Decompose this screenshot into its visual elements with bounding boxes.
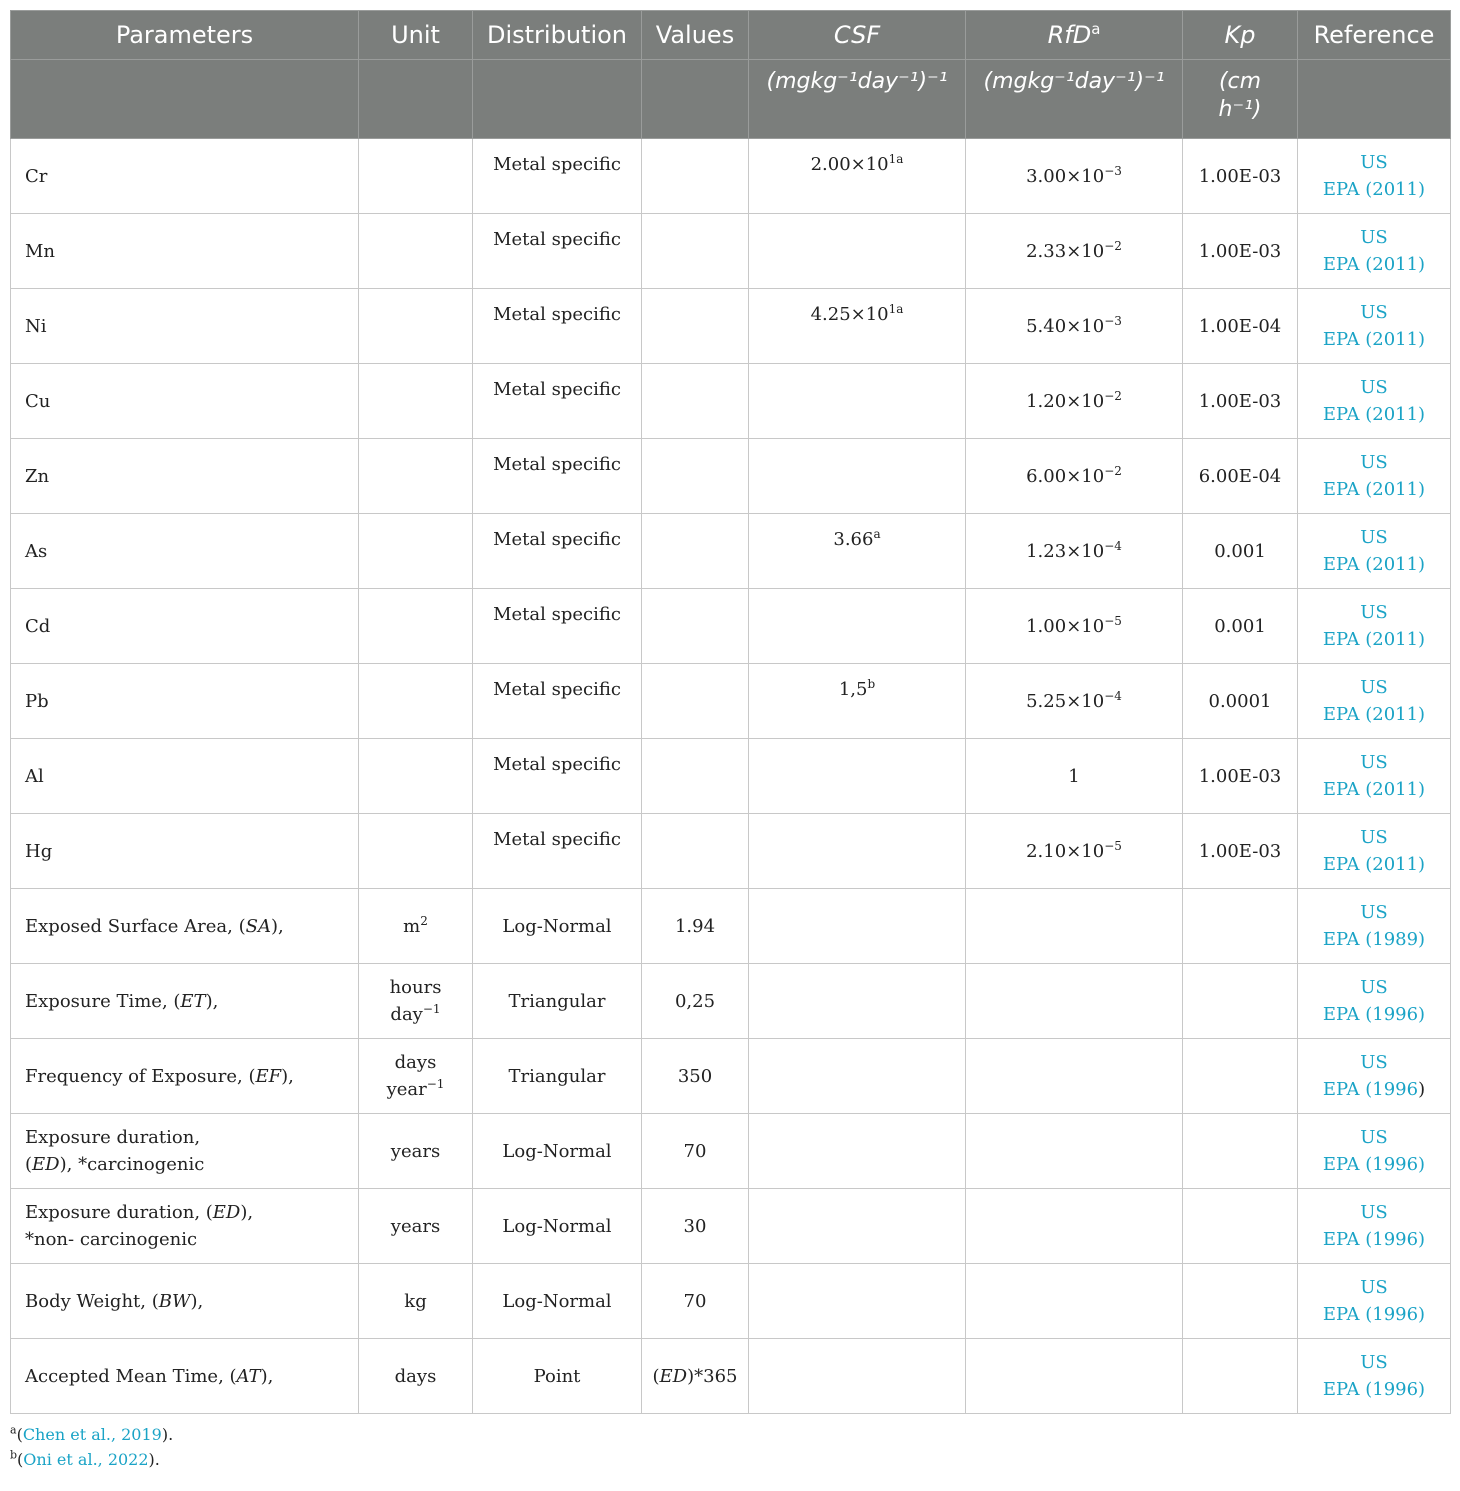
kp-cell: 6.00E-04	[1183, 439, 1298, 514]
rfd-cell	[966, 739, 1183, 814]
rfd-value: 2.33×10	[1026, 240, 1105, 262]
footnote-b-pre: (	[17, 1450, 24, 1469]
value-cell	[642, 364, 749, 439]
param-line2: *non- carcinogenic	[25, 1229, 198, 1250]
param-cell: Cu	[11, 364, 359, 439]
param-cell: Cr	[11, 139, 359, 214]
rfd-cell	[966, 889, 1183, 964]
rfd-value: 1.00×10	[1026, 615, 1105, 637]
footnote-a-link[interactable]: Chen et al., 2019	[22, 1425, 162, 1444]
reference-link-line2[interactable]: EPA (1996)	[1322, 1379, 1426, 1400]
reference-cell[interactable]	[1298, 1189, 1451, 1264]
table-row	[11, 439, 1451, 514]
rfd-exponent: −2	[1104, 238, 1122, 253]
kp-cell	[1183, 1339, 1298, 1414]
reference-cell[interactable]	[1298, 814, 1451, 889]
kp-cell	[1183, 1189, 1298, 1264]
unit-cell	[359, 664, 473, 739]
header-units-blank	[1298, 60, 1451, 139]
reference-link-line2[interactable]: EPA (2011)	[1322, 854, 1426, 875]
param-cell: Hg	[11, 814, 359, 889]
reference-cell[interactable]	[1298, 589, 1451, 664]
table-row-duration-carcinogenic	[11, 1114, 1451, 1189]
param-text: Accepted Mean Time, (	[25, 1365, 237, 1387]
unit-line1: days	[394, 1052, 437, 1073]
rfd-cell	[966, 289, 1183, 364]
reference-link-line1[interactable]: US	[1360, 977, 1388, 998]
footnotes	[10, 1422, 1450, 1472]
unit-cell	[359, 814, 473, 889]
rfd-exponent: −2	[1104, 388, 1122, 403]
rfd-cell	[966, 439, 1183, 514]
param-abbr: BW	[158, 1290, 191, 1312]
reference-link-line1[interactable]: US	[1360, 902, 1388, 923]
kp-cell: 1.00E-03	[1183, 214, 1298, 289]
unit-cell	[359, 964, 473, 1039]
kp-cell: 1.00E-03	[1183, 139, 1298, 214]
rfd-cell	[966, 1264, 1183, 1339]
rfd-value: 3.00×10	[1026, 165, 1105, 187]
param-tail: ),	[205, 990, 219, 1012]
param-cell: As	[11, 514, 359, 589]
param-cell: Cd	[11, 589, 359, 664]
csf-cell	[749, 664, 966, 739]
csf-value: 3.66	[833, 529, 874, 550]
unit-cell: years	[359, 1114, 473, 1189]
param-cell: Al	[11, 739, 359, 814]
value-cell	[642, 739, 749, 814]
kp-cell: 1.00E-03	[1183, 814, 1298, 889]
reference-link-line2[interactable]: EPA (2011)	[1322, 629, 1426, 650]
csf-value: 2.00×10	[810, 154, 889, 175]
csf-cell	[749, 1264, 966, 1339]
header-kp-unit-line1: (cm	[1218, 69, 1262, 94]
value-cell: 350	[642, 1039, 749, 1114]
reference-link-line2[interactable]: EPA (1989)	[1322, 929, 1426, 950]
value-cell	[642, 1339, 749, 1414]
header-csf: CSF	[749, 11, 966, 60]
rfd-cell	[966, 1189, 1183, 1264]
distribution-cell: Log-Normal	[473, 889, 642, 964]
param-cell	[11, 1189, 359, 1264]
distribution-cell: Log-Normal	[473, 1114, 642, 1189]
unit-cell	[359, 514, 473, 589]
param-tail: ),	[270, 915, 284, 937]
param-cell: Ni	[11, 289, 359, 364]
csf-cell	[749, 139, 966, 214]
reference-cell[interactable]	[1298, 139, 1451, 214]
reference-link-line2[interactable]: EPA (2011)	[1322, 779, 1426, 800]
distribution-cell: Triangular	[473, 1039, 642, 1114]
rfd-cell	[966, 514, 1183, 589]
unit-cell	[359, 739, 473, 814]
reference-link-line2[interactable]: EPA (2011)	[1322, 704, 1426, 725]
reference-link-line1[interactable]: US	[1360, 827, 1388, 848]
reference-link-line1[interactable]: US	[1360, 302, 1388, 323]
value-cell	[642, 514, 749, 589]
rfd-value: 1	[1068, 765, 1080, 787]
table-row-body-weight	[11, 1264, 1451, 1339]
header-units-row	[11, 60, 1451, 139]
header-units-blank	[642, 60, 749, 139]
header-kp: Kp	[1183, 11, 1298, 60]
rfd-value: 5.25×10	[1026, 690, 1105, 712]
footnote-b-post: ).	[148, 1450, 160, 1469]
param-line1a: Exposure duration, (	[25, 1202, 213, 1223]
header-csf-unit: (mgkg⁻¹day⁻¹)⁻¹	[749, 60, 966, 139]
unit-line2: year	[386, 1079, 427, 1100]
header-rfd	[966, 11, 1183, 60]
reference-link-line1[interactable]: US	[1360, 1352, 1388, 1373]
header-units-blank	[11, 60, 359, 139]
table-row-frequency	[11, 1039, 1451, 1114]
value-cell	[642, 589, 749, 664]
unit-text: m	[403, 915, 421, 937]
reference-link-line1[interactable]: US	[1360, 677, 1388, 698]
csf-sup: 1a	[888, 152, 904, 166]
distribution-cell: Metal specific	[473, 439, 642, 514]
param-cell	[11, 964, 359, 1039]
distribution-cell: Metal specific	[473, 364, 642, 439]
table-row	[11, 514, 1451, 589]
csf-value: 1,5	[838, 679, 868, 700]
reference-cell[interactable]	[1298, 1264, 1451, 1339]
csf-cell	[749, 1039, 966, 1114]
table-row	[11, 214, 1451, 289]
kp-cell: 0.001	[1183, 514, 1298, 589]
csf-cell	[749, 514, 966, 589]
value-cell: 70	[642, 1264, 749, 1339]
param-abbr: ET	[180, 990, 206, 1012]
rfd-exponent: −5	[1104, 838, 1122, 853]
param-abbr: ED	[212, 1202, 241, 1223]
value-cell	[642, 214, 749, 289]
rfd-cell	[966, 1039, 1183, 1114]
rfd-value: 2.10×10	[1026, 840, 1105, 862]
footnote-a-pre: (	[16, 1425, 23, 1444]
distribution-cell: Metal specific	[473, 514, 642, 589]
csf-cell	[749, 214, 966, 289]
header-units-blank	[473, 60, 642, 139]
rfd-cell	[966, 139, 1183, 214]
value-cell: 70	[642, 1114, 749, 1189]
rfd-cell	[966, 664, 1183, 739]
unit-cell	[359, 214, 473, 289]
rfd-cell	[966, 964, 1183, 1039]
csf-cell	[749, 1339, 966, 1414]
rfd-exponent: −3	[1104, 163, 1122, 178]
unit-sup: −1	[422, 1002, 441, 1016]
csf-cell	[749, 964, 966, 1039]
unit-sup: 2	[420, 913, 428, 928]
reference-link-line1[interactable]: US	[1360, 1127, 1388, 1148]
header-rfd-sup: a	[1091, 20, 1101, 38]
footnote-a	[10, 1422, 1450, 1447]
table-row-mean-time	[11, 1339, 1451, 1414]
kp-cell: 1.00E-04	[1183, 289, 1298, 364]
distribution-cell: Metal specific	[473, 289, 642, 364]
distribution-cell: Metal specific	[473, 139, 642, 214]
param-abbr: SA	[245, 915, 271, 937]
param-cell	[11, 1339, 359, 1414]
header-distribution: Distribution	[473, 11, 642, 60]
value-abbr: ED	[659, 1365, 688, 1387]
unit-sup: −1	[426, 1077, 445, 1091]
param-tail: ),	[281, 1065, 294, 1087]
param-abbr: EF	[255, 1065, 282, 1087]
reference-link-line1[interactable]: US	[1360, 452, 1388, 473]
rfd-value: 6.00×10	[1026, 465, 1105, 487]
parameters-table	[10, 10, 1451, 1414]
param-cell: Pb	[11, 664, 359, 739]
reference-link-line1[interactable]: US	[1360, 377, 1388, 398]
kp-cell: 1.00E-03	[1183, 364, 1298, 439]
kp-cell	[1183, 964, 1298, 1039]
header-parameters: Parameters	[11, 11, 359, 60]
table-row	[11, 589, 1451, 664]
csf-sup: a	[873, 527, 881, 541]
rfd-cell	[966, 1339, 1183, 1414]
reference-link-line1[interactable]: US	[1360, 752, 1388, 773]
footnote-b-link[interactable]: Oni et al., 2022	[23, 1450, 149, 1469]
table-row	[11, 814, 1451, 889]
header-rfd-unit: (mgkg⁻¹day⁻¹)⁻¹	[966, 60, 1183, 139]
header-rfd-label: RfD	[1047, 21, 1092, 49]
param-tail: ), *carcinogenic	[59, 1154, 205, 1175]
footnote-a-marker: a	[10, 1423, 17, 1437]
reference-link-line2[interactable]: EPA (1996)	[1322, 1229, 1426, 1250]
distribution-cell: Metal specific	[473, 589, 642, 664]
rfd-exponent: −5	[1104, 613, 1122, 628]
reference-link-line2[interactable]: EPA (2011)	[1322, 329, 1426, 350]
reference-cell[interactable]	[1298, 1339, 1451, 1414]
unit-cell	[359, 1039, 473, 1114]
value-cell	[642, 814, 749, 889]
param-cell: Zn	[11, 439, 359, 514]
distribution-cell: Metal specific	[473, 814, 642, 889]
param-cell	[11, 1114, 359, 1189]
reference-link-line2[interactable]: EPA (2011)	[1322, 554, 1426, 575]
header-units-blank	[359, 60, 473, 139]
param-tail: ),	[190, 1290, 204, 1312]
distribution-cell: Log-Normal	[473, 1189, 642, 1264]
table-row	[11, 139, 1451, 214]
param-abbr: ED	[32, 1154, 60, 1175]
rfd-cell	[966, 589, 1183, 664]
reference-cell[interactable]	[1298, 214, 1451, 289]
reference-link-line1[interactable]: US	[1360, 602, 1388, 623]
header-row	[11, 11, 1451, 60]
reference-link-line1[interactable]: US	[1360, 527, 1388, 548]
reference-link-line2[interactable]: EPA (1996)	[1322, 1154, 1426, 1175]
reference-cell[interactable]	[1298, 1039, 1451, 1114]
value-cell: 30	[642, 1189, 749, 1264]
kp-cell	[1183, 1114, 1298, 1189]
header-kp-unit	[1183, 60, 1298, 139]
reference-link-line1[interactable]: US	[1360, 227, 1388, 248]
rfd-exponent: −4	[1104, 688, 1122, 703]
param-cell	[11, 889, 359, 964]
reference-link-line2[interactable]: EPA (2011)	[1322, 404, 1426, 425]
table-row-exposure-time	[11, 964, 1451, 1039]
unit-cell: days	[359, 1339, 473, 1414]
rfd-value: 1.23×10	[1026, 540, 1105, 562]
reference-tail: )	[1418, 1079, 1426, 1100]
csf-cell	[749, 814, 966, 889]
value-cell: 0,25	[642, 964, 749, 1039]
table-row	[11, 289, 1451, 364]
csf-cell	[749, 739, 966, 814]
value-tail: )*365	[687, 1365, 738, 1387]
value-cell	[642, 139, 749, 214]
param-text: Body Weight, (	[25, 1290, 159, 1312]
unit-line2: day	[390, 1004, 423, 1025]
value-cell	[642, 439, 749, 514]
footnote-b-marker: b	[10, 1448, 18, 1462]
header-reference: Reference	[1298, 11, 1451, 60]
rfd-cell	[966, 814, 1183, 889]
table-row	[11, 664, 1451, 739]
table-row	[11, 739, 1451, 814]
reference-cell[interactable]	[1298, 364, 1451, 439]
unit-cell	[359, 439, 473, 514]
csf-cell	[749, 1114, 966, 1189]
reference-cell[interactable]	[1298, 664, 1451, 739]
reference-cell[interactable]	[1298, 514, 1451, 589]
param-line1: Exposure duration,	[25, 1127, 201, 1148]
reference-link-line1[interactable]: US	[1360, 1277, 1388, 1298]
footnote-b	[10, 1447, 1450, 1472]
reference-cell[interactable]	[1298, 739, 1451, 814]
reference-link-line2[interactable]: EPA (1996	[1322, 1079, 1419, 1100]
rfd-cell	[966, 1114, 1183, 1189]
csf-cell	[749, 364, 966, 439]
param-text: Frequency of Exposure, (	[25, 1065, 256, 1087]
kp-cell: 0.0001	[1183, 664, 1298, 739]
param-text: Exposure Time, (	[25, 990, 181, 1012]
reference-link-line2[interactable]: EPA (1996)	[1322, 1304, 1426, 1325]
csf-cell	[749, 289, 966, 364]
reference-cell[interactable]	[1298, 889, 1451, 964]
header-unit: Unit	[359, 11, 473, 60]
unit-cell	[359, 889, 473, 964]
csf-sup: 1a	[888, 302, 904, 316]
reference-link-line2[interactable]: EPA (1996)	[1322, 1004, 1426, 1025]
rfd-exponent: −4	[1104, 538, 1122, 553]
param-cell	[11, 1039, 359, 1114]
header-kp-unit-line2: h⁻¹)	[1218, 97, 1262, 122]
reference-cell[interactable]	[1298, 439, 1451, 514]
reference-link-line2[interactable]: EPA (2011)	[1322, 179, 1426, 200]
distribution-cell: Point	[473, 1339, 642, 1414]
rfd-cell	[966, 214, 1183, 289]
unit-line1: hours	[389, 977, 442, 998]
reference-link-line2[interactable]: EPA (2011)	[1322, 479, 1426, 500]
rfd-value: 5.40×10	[1026, 315, 1105, 337]
csf-cell	[749, 1189, 966, 1264]
reference-link-line1[interactable]: US	[1360, 1052, 1388, 1073]
param-tail: ),	[260, 1365, 274, 1387]
kp-cell	[1183, 889, 1298, 964]
value-pre: (	[652, 1365, 660, 1387]
reference-link-line1[interactable]: US	[1360, 1202, 1388, 1223]
csf-cell	[749, 889, 966, 964]
value-cell	[642, 664, 749, 739]
value-cell: 1.94	[642, 889, 749, 964]
rfd-value: 1.20×10	[1026, 390, 1105, 412]
distribution-cell: Metal specific	[473, 664, 642, 739]
csf-value: 4.25×10	[810, 304, 889, 325]
unit-cell	[359, 289, 473, 364]
param-pre: (	[25, 1154, 33, 1175]
csf-cell	[749, 589, 966, 664]
unit-cell: kg	[359, 1264, 473, 1339]
value-cell	[642, 289, 749, 364]
kp-cell	[1183, 1039, 1298, 1114]
param-text: Exposed Surface Area, (	[25, 915, 246, 937]
param-cell: Mn	[11, 214, 359, 289]
footnote-a-post: ).	[161, 1425, 174, 1444]
rfd-exponent: −3	[1104, 313, 1122, 328]
param-abbr: AT	[236, 1365, 261, 1387]
rfd-exponent: −2	[1104, 463, 1122, 478]
distribution-cell: Log-Normal	[473, 1264, 642, 1339]
kp-cell	[1183, 1264, 1298, 1339]
param-line1b: ),	[240, 1202, 254, 1223]
table-row	[11, 364, 1451, 439]
csf-cell	[749, 439, 966, 514]
reference-link-line2[interactable]: EPA (2011)	[1322, 254, 1426, 275]
reference-cell[interactable]	[1298, 1114, 1451, 1189]
distribution-cell: Metal specific	[473, 214, 642, 289]
table-row-surface-area	[11, 889, 1451, 964]
rfd-cell	[966, 364, 1183, 439]
table-row-duration-non-carcinogenic	[11, 1189, 1451, 1264]
header-values: Values	[642, 11, 749, 60]
distribution-cell: Triangular	[473, 964, 642, 1039]
reference-link-line1[interactable]: US	[1360, 152, 1388, 173]
unit-cell	[359, 364, 473, 439]
distribution-cell: Metal specific	[473, 739, 642, 814]
reference-cell[interactable]	[1298, 964, 1451, 1039]
kp-cell: 1.00E-03	[1183, 739, 1298, 814]
unit-cell	[359, 139, 473, 214]
unit-cell	[359, 589, 473, 664]
unit-cell: years	[359, 1189, 473, 1264]
kp-cell: 0.001	[1183, 589, 1298, 664]
table-wrapper	[10, 10, 1450, 1472]
param-cell	[11, 1264, 359, 1339]
reference-cell[interactable]	[1298, 289, 1451, 364]
csf-sup: b	[867, 677, 876, 691]
